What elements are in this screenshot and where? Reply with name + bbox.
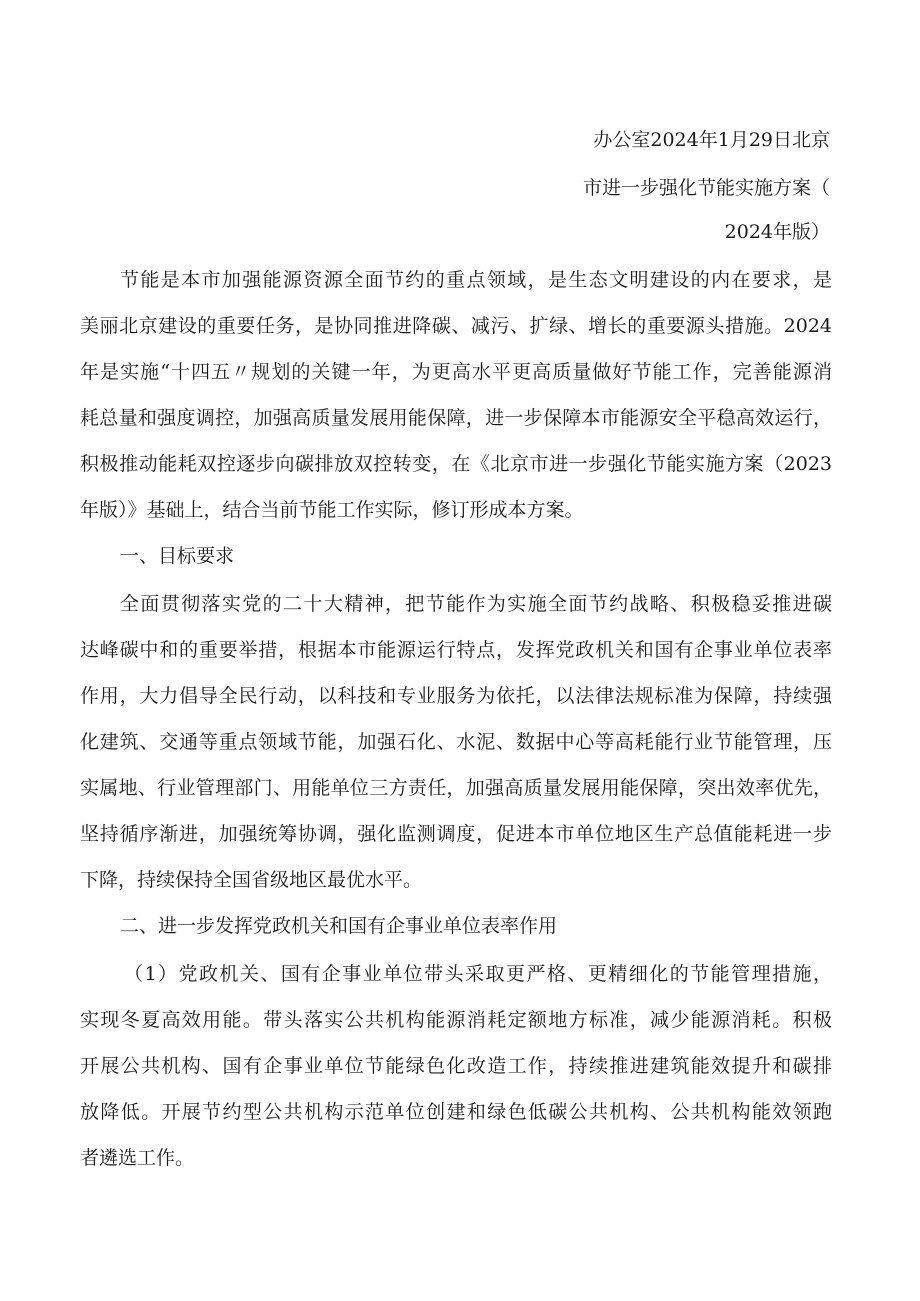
header-line-2: 市进一步强化节能实施方案（ (582, 177, 830, 199)
section2-line-5: 者遴选工作。 (80, 1147, 195, 1169)
section1-line-7: 下降，持续保持全国省级地区最优水平。 (80, 869, 423, 891)
section2-line-3: 开展公共机构、国有企事业单位节能绿色化改造工作，持续推进建筑能效提升和碳排 (80, 1055, 832, 1077)
section1-line-4: 化建筑、交通等重点领域节能，加强石化、水泥、数据中心等高耗能行业节能管理，压 (80, 731, 832, 753)
section2-line-2: 实现冬夏高效用能。带头落实公共机构能源消耗定额地方标准，减少能源消耗。积极 (80, 1009, 832, 1031)
section1-line-2: 达峰碳中和的重要举措，根据本市能源运行特点，发挥党政机关和国有企事业单位表率 (80, 639, 832, 661)
header-line-1: 办公室2024年1月29日北京 (593, 129, 830, 151)
section2-line-1: （1）党政机关、国有企事业单位带头采取更严格、更精细化的节能管理措施， (124, 963, 832, 985)
intro-line-2: 美丽北京建设的重要任务，是协同推进降碳、减污、扩绿、增长的重要源头措施。2024 (80, 315, 832, 337)
section1-line-6: 坚持循序渐进，加强统筹协调，强化监测调度，促进本市单位地区生产总值能耗进一步 (80, 823, 832, 845)
intro-line-1: 节能是本市加强能源资源全面节约的重点领域，是生态文明建设的内在要求，是 (120, 269, 832, 291)
section2-line-4: 放降低。开展节约型公共机构示范单位创建和绿色低碳公共机构、公共机构能效领跑 (80, 1101, 832, 1123)
section1-line-5: 实属地、行业管理部门、用能单位三方责任，加强高质量发展用能保障，突出效率优先， (80, 777, 832, 799)
intro-line-3: 年是实施“十四五〃规划的关键一年，为更高水平更高质量做好节能工作，完善能源消 (80, 361, 832, 383)
section1-heading: 一、目标要求 (120, 545, 235, 567)
section1-line-1: 全面贯彻落实党的二十大精神，把节能作为实施全面节约战略、积极稳妥推进碳 (120, 593, 832, 615)
intro-line-4: 耗总量和强度调控，加强高质量发展用能保障，进一步保障本市能源安全平稳高效运行， (80, 407, 832, 429)
section2-heading: 二、进一步发挥党政机关和国有企事业单位表率作用 (120, 915, 558, 937)
section1-line-3: 作用，大力倡导全民行动，以科技和专业服务为依托，以法律法规标准为保障，持续强 (80, 685, 832, 707)
intro-line-6: 年版）》基础上，结合当前节能工作实际，修订形成本方案。 (80, 499, 584, 521)
header-line-3: 2024年版） (724, 221, 830, 243)
intro-line-5: 积极推动能耗双控逐步向碳排放双控转变，在《北京市进一步强化节能实施方案（2023 (80, 453, 832, 475)
